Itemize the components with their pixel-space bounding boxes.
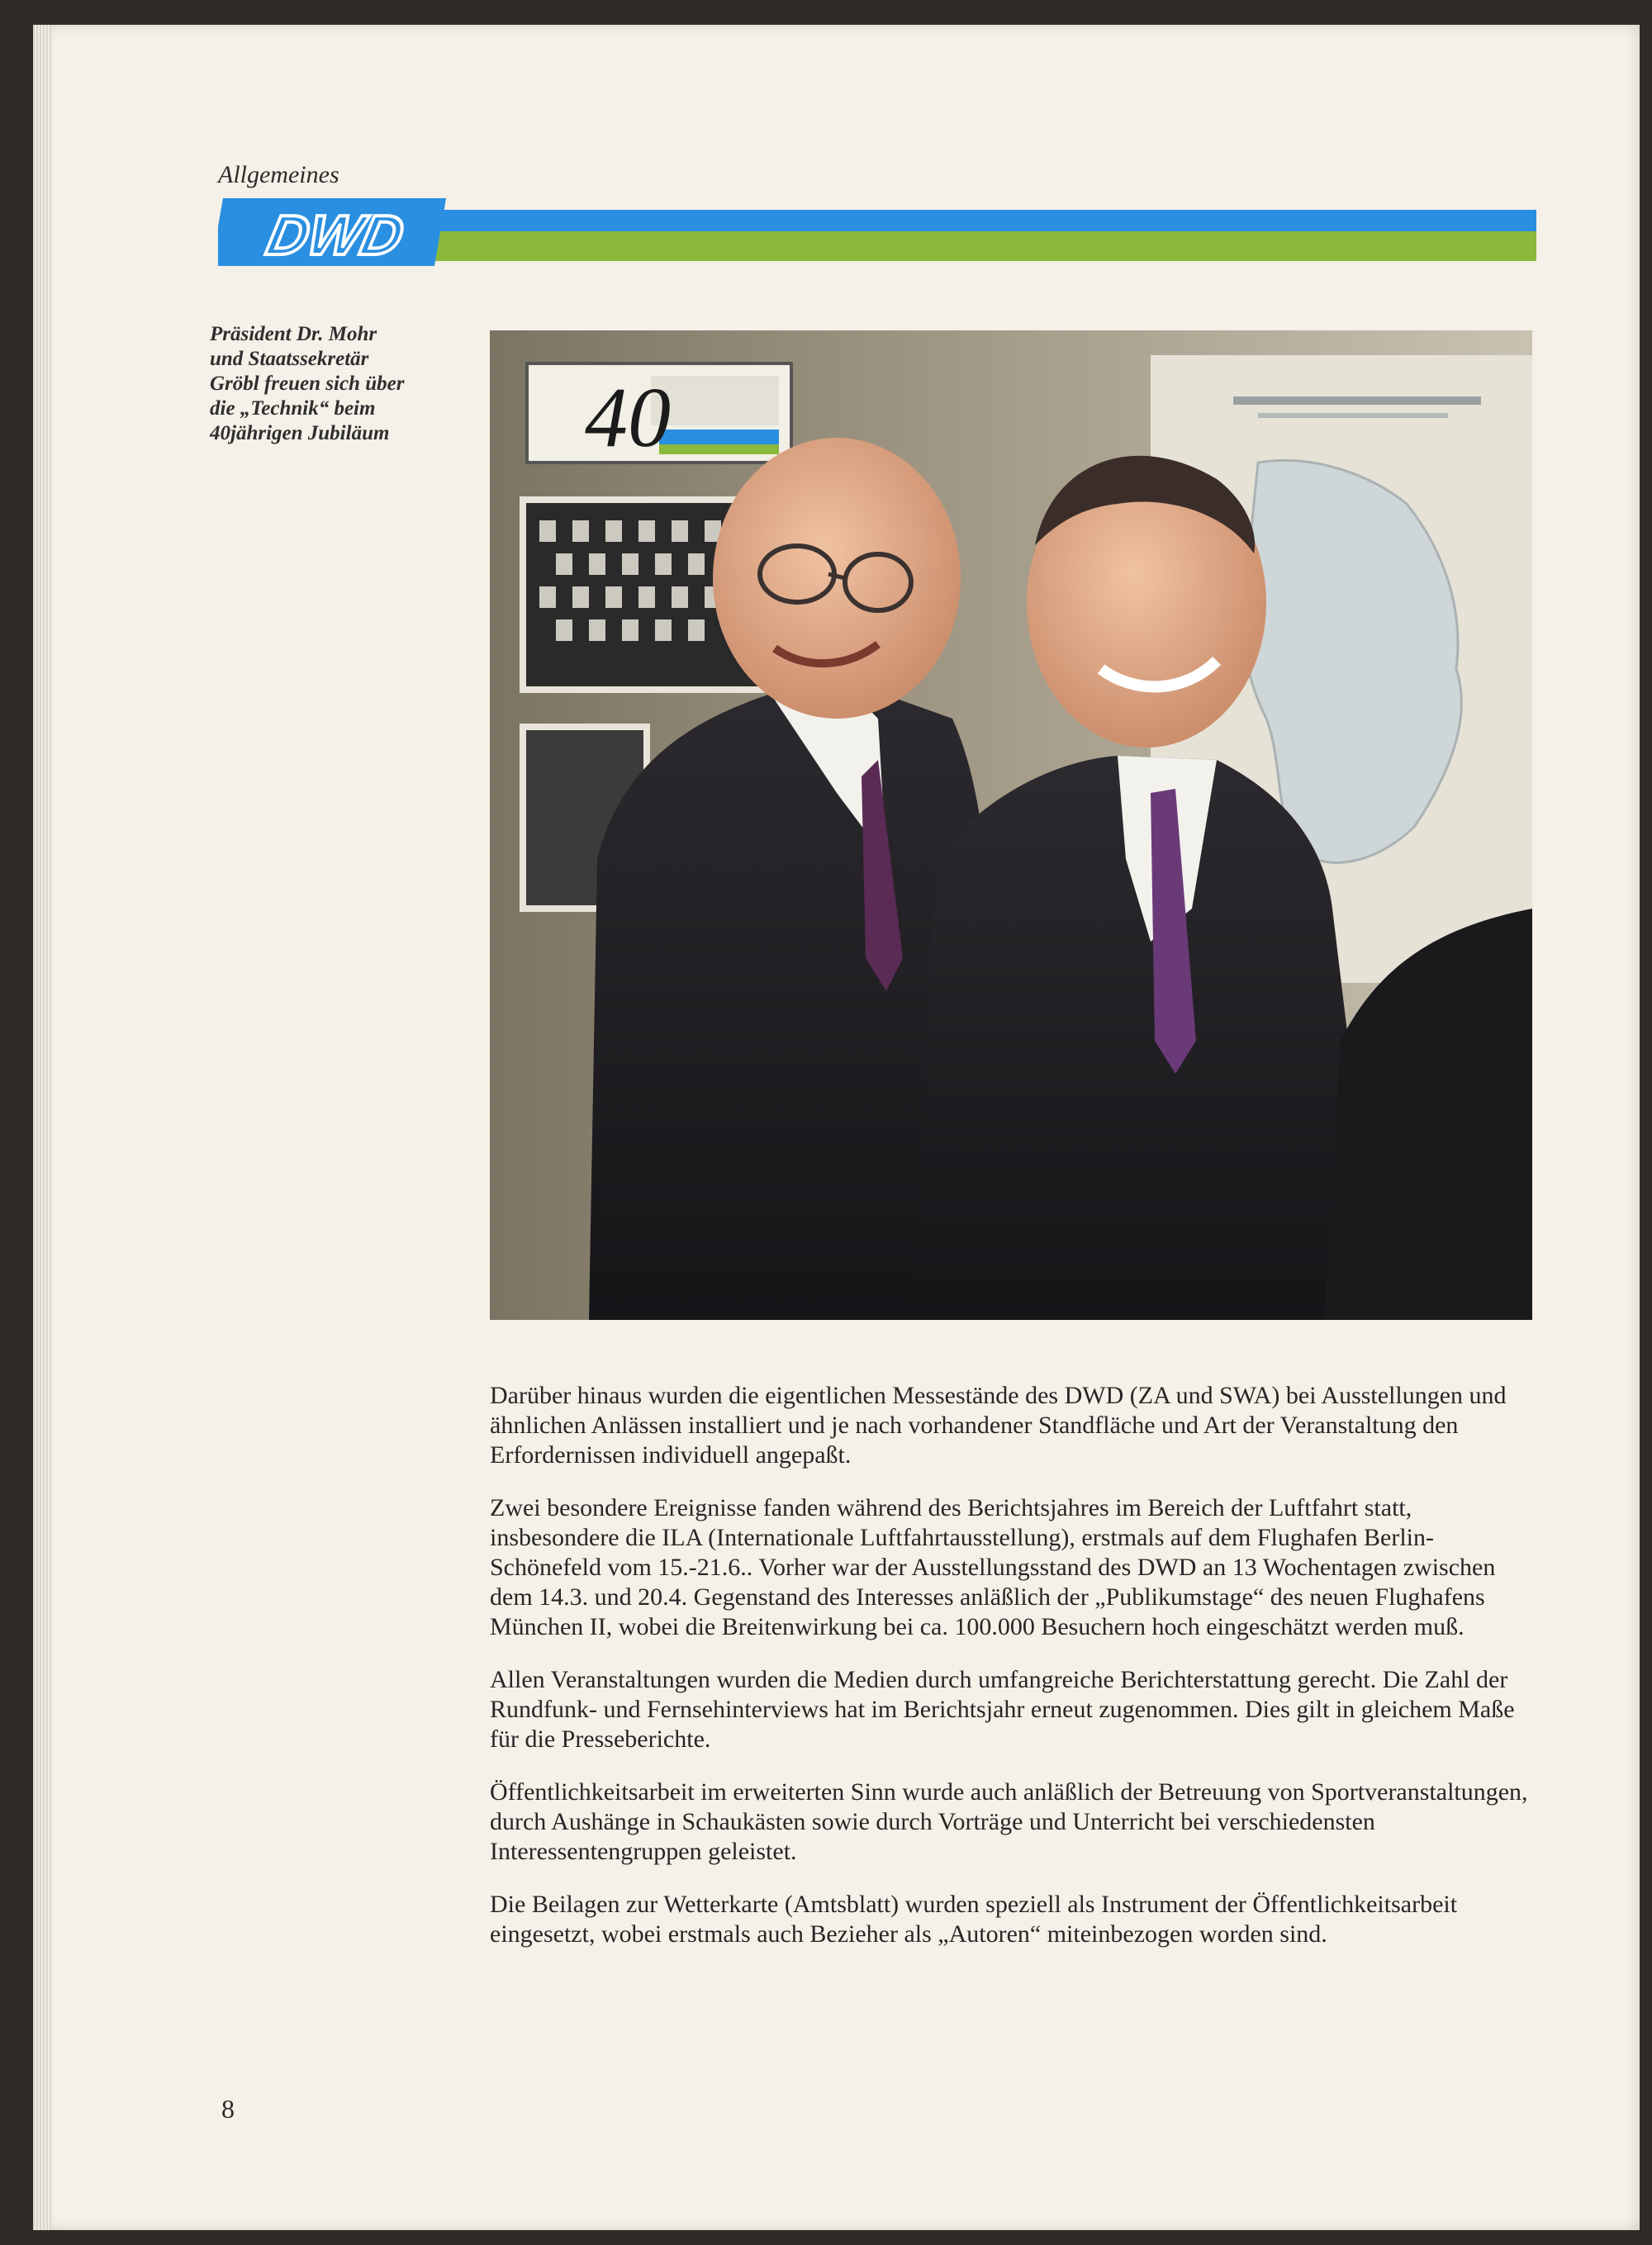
body-paragraph: Die Beilagen zur Wetterkarte (Amtsblatt) wurden speziell als Instrument der Öffentlichkeitsarbeit eingesetzt, wobei erstmals auch Bezieher als „Autoren“ miteinbezogen worden sind. xyxy=(490,1891,1458,1948)
caption-line: Präsident Dr. Mohr xyxy=(210,323,377,345)
section-title: Allgemeines xyxy=(218,161,339,188)
anniversary-sign-number: 40 xyxy=(585,370,671,465)
body-paragraph: Öffentlichkeitsarbeit im erweiterten Sinn wurde auch anläßlich der Betreuung von Sportveranstaltungen, durch Aushänge in Schaukästen sowie durch Vorträge und Unterricht bei verschiedensten Interessentengruppen geleistet. xyxy=(490,1778,1528,1865)
dwd-logo-text: DWD xyxy=(261,203,410,267)
body-text xyxy=(490,1381,1532,1972)
event-photo xyxy=(490,330,1532,1320)
photo-illustration xyxy=(490,330,1532,1320)
caption-line: und Staatssekretär xyxy=(210,348,369,370)
caption-line: Gröbl freuen sich über xyxy=(210,373,405,395)
page-stack-edge xyxy=(33,25,51,2230)
body-paragraph: Zwei besondere Ereignisse fanden während des Berichtsjahres im Bereich der Luftfahrt statt, insbesondere die ILA (Internationale Luftfahrtausstellung), erstmals auf dem Flughafen Berlin-Schönefeld vom 15.-21.6.. Vorher war der Ausstellungsstand des DWD an 13 Wochentagen zwischen dem 14.3. und 20.4. Gegenstand des Interesses anläßlich der „Publikumstage“ des neuen Flughafens München II, wobei die Breitenwirkung bei ca. 100.000 Besuchern hoch eingeschätzt werden muß. xyxy=(490,1494,1496,1640)
caption-line: die „Technik“ beim xyxy=(210,397,376,420)
photo-caption xyxy=(210,322,474,446)
caption-line: 40jährigen Jubiläum xyxy=(210,422,390,444)
body-paragraph: Darüber hinaus wurden die eigentlichen Messestände des DWD (ZA und SWA) bei Ausstellungen und ähnlichen Anlässen installiert und je nach vorhandener Standfläche und Art der Veranstaltung den Erfordernissen individuell angepaßt. xyxy=(490,1382,1507,1469)
dwd-logo xyxy=(218,197,449,268)
body-paragraph: Allen Veranstaltungen wurden die Medien durch umfangreiche Berichterstattung gerecht. Die Zahl der Rundfunk- und Fernsehinterviews hat im Berichtsjahr erneut zugenommen. Dies gilt in gleichem Maße für die Presseberichte. xyxy=(490,1666,1515,1753)
page-number: 8 xyxy=(221,2094,235,2124)
